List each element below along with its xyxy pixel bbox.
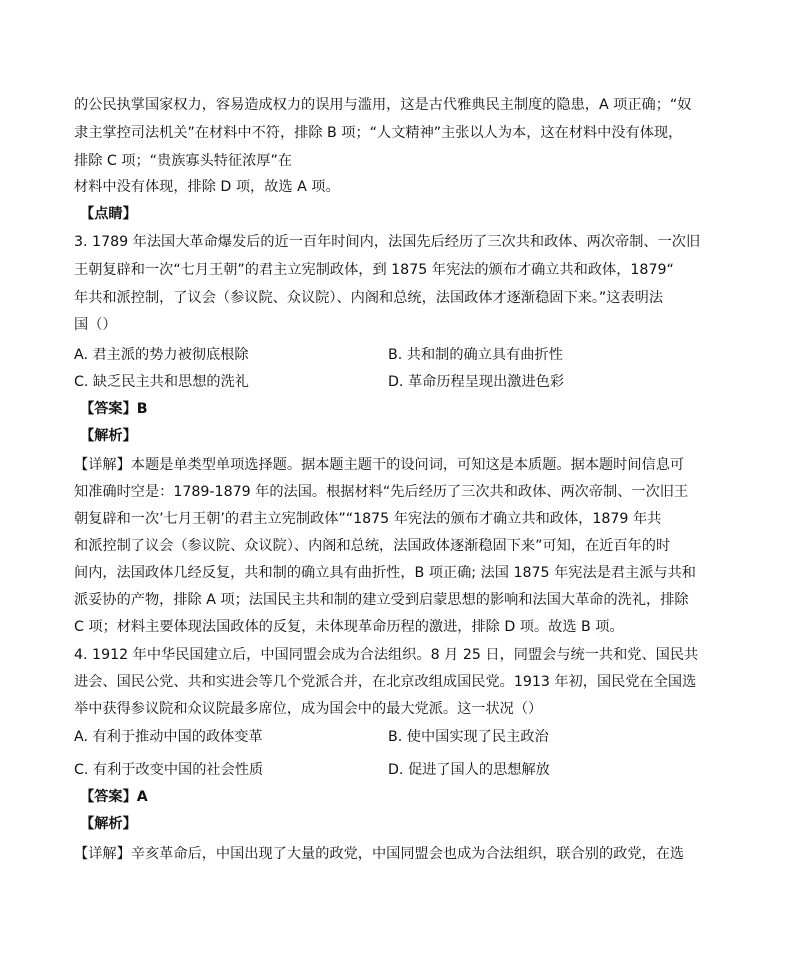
- question-4-option-c: C. 有利于改变中国的社会性质: [74, 762, 264, 778]
- question-4-option-b: B. 使中国实现了民主政治: [388, 729, 549, 745]
- paragraph-line: 隶主掌控司法机关”在材料中不符，排除 B 项；“人文精神”主张以人为本，这在材料中没有体现，: [74, 125, 683, 141]
- question-4-analysis-label: 【解析】: [80, 816, 137, 832]
- question-3-option-c: C. 缺乏民主共和思想的洗礼: [74, 374, 249, 390]
- question-3-detail: 间内，法国政体几经反复，共和制的确立具有曲折性，B 项正确; 法国 1875 年宪法是君主派与共和: [74, 565, 696, 581]
- question-3-answer: 【答案】B: [80, 401, 148, 417]
- question-3-detail: 派妥协的产物，排除 A 项；法国民主共和制的建立受到启蒙思想的影响和法国大革命的洗礼，排除: [74, 592, 689, 608]
- question-4-answer: 【答案】A: [80, 789, 148, 805]
- question-4-stem: 进会、国民公党、共和实进会等几个党派合并，在北京改组成国民党。1913 年初，国民党在全国选: [74, 674, 697, 690]
- question-3-detail: 和派控制了议会（参议院、众议院）、内阁和总统，法国政体逐渐稳固下来”可知，在近百年的时: [74, 538, 671, 554]
- question-3-stem: 王朝复辟和一次“七月王朝”的君主立宪制政体，到 1875 年宪法的颁布才确立共和政体，1879“: [74, 262, 674, 278]
- question-3-detail: C 项；材料主要体现法国政体的反复，未体现革命历程的激进，排除 D 项。故选 B 项。: [74, 619, 624, 635]
- dianjing-label: 【点睛】: [80, 206, 137, 222]
- question-3-option-a: A. 君主派的势力被彻底根除: [74, 347, 249, 363]
- paragraph-line: 排除 C 项；“贵族寡头特征浓厚”在: [74, 153, 293, 169]
- question-3-stem: 年共和派控制，了议会（参议院、众议院）、内阁和总统，法国政体才逐渐稳固下来。”这表明法: [74, 290, 664, 306]
- question-3-option-b: B. 共和制的确立具有曲折性: [388, 347, 563, 363]
- question-3-detail: 知准确时空是：1789-1879 年的法国。根据材料“先后经历了三次共和政体、两次帝制、一次旧王: [74, 484, 689, 500]
- question-3-detail: 【详解】本题是单类型单项选择题。据本题主题干的设问词，可知这是本质题。据本题时间信息可: [74, 457, 685, 473]
- paragraph-line: 的公民执掌国家权力，容易造成权力的误用与滥用，这是古代雅典民主制度的隐患，A 项正确；“奴: [74, 97, 692, 113]
- question-3-stem: 国（）: [74, 317, 117, 333]
- question-4-stem: 4. 1912 年中华民国建立后，中国同盟会成为合法组织。8 月 25 日，同盟会与统一共和党、国民共: [74, 647, 699, 663]
- question-3-option-d: D. 革命历程呈现出激进色彩: [388, 374, 565, 390]
- question-3-analysis-label: 【解析】: [80, 428, 137, 444]
- question-4-detail: 【详解】辛亥革命后，中国出现了大量的政党，中国同盟会也成为合法组织，联合别的政党，在选: [74, 846, 685, 862]
- question-4-stem: 举中获得参议院和众议院最多席位，成为国会中的最大党派。这一状况（）: [74, 701, 543, 717]
- question-4-option-a: A. 有利于推动中国的政体变革: [74, 729, 263, 745]
- question-3-detail: 朝复辟和一次’七月王朝’的君主立宪制政体”“1875 年宪法的颁布才确立共和政体，1879 年共: [74, 511, 662, 527]
- paragraph-line: 材料中没有体现，排除 D 项，故选 A 项。: [74, 179, 340, 195]
- question-3-stem: 3. 1789 年法国大革命爆发后的近一百年时间内，法国先后经历了三次共和政体、两次帝制、一次旧: [74, 234, 701, 250]
- question-4-option-d: D. 促进了国人的思想解放: [388, 762, 550, 778]
